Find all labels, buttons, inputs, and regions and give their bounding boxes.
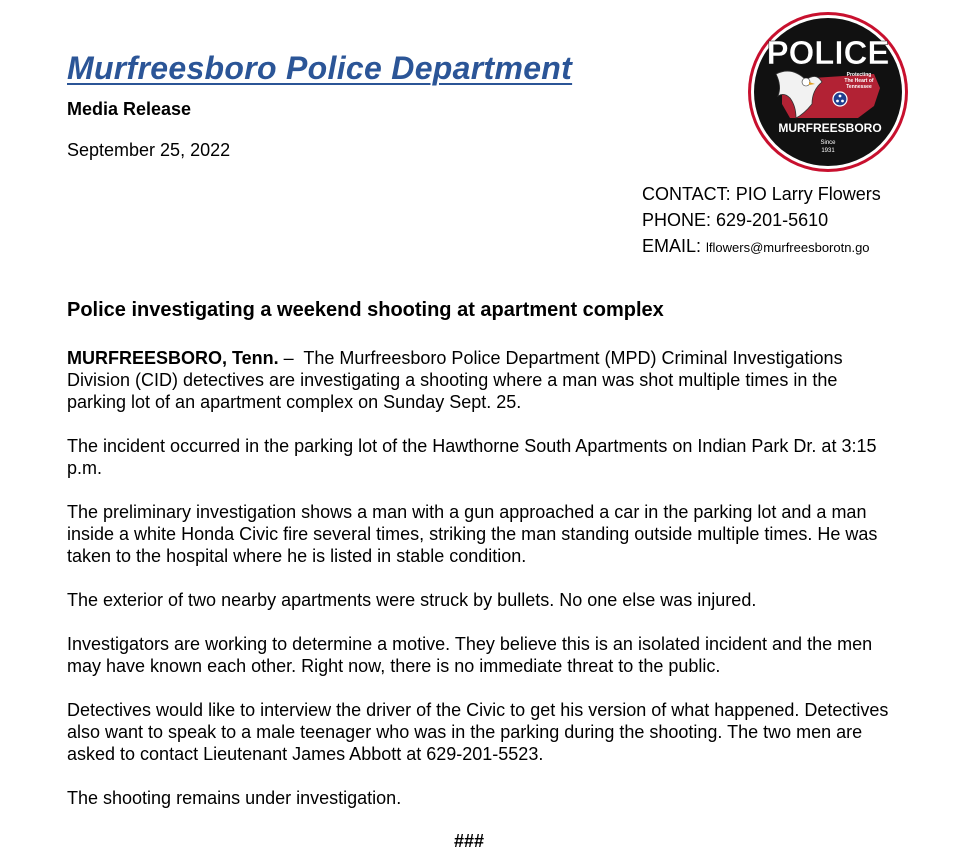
email-address[interactable]: lflowers@murfreesborotn.go bbox=[706, 240, 870, 255]
contact-label: CONTACT: bbox=[642, 184, 731, 204]
badge-tagline-1: Protecting bbox=[846, 72, 872, 78]
paragraph-4: The exterior of two nearby apartments were struck by bullets. No one else was injured. bbox=[67, 590, 757, 610]
email-label: EMAIL: bbox=[642, 236, 702, 256]
badge-police-text: POLICE bbox=[766, 34, 890, 71]
badge-since-year: 1931 bbox=[821, 148, 835, 154]
paragraph-7: The shooting remains under investigation. bbox=[67, 788, 402, 808]
media-release-label: Media Release bbox=[67, 99, 192, 119]
department-title: Murfreesboro Police Department bbox=[67, 50, 573, 86]
email-row bbox=[642, 233, 881, 261]
contact-block bbox=[642, 181, 881, 261]
contact-name: PIO Larry Flowers bbox=[735, 184, 881, 204]
badge-tagline-2: The Heart of bbox=[844, 78, 874, 84]
end-of-release-mark: ### bbox=[453, 831, 485, 851]
paragraph-3: The preliminary investigation shows a man with a gun approached a car in the parking lot and a man inside a white Honda Civic fire several times, striking the man standing outside multiple times. He was taken to the hospital where he is listed in stable condition. bbox=[67, 502, 878, 566]
paragraph-6: Detectives would like to interview the driver of the Civic to get his version of what happened. Detectives also want to speak to a male teenager who was in the parking during the shooting. The two men are asked to contact Lieutenant James Abbott at 629-201-5523. bbox=[67, 700, 889, 764]
release-date: September 25, 2022 bbox=[67, 140, 231, 160]
paragraph-1-text: The Murfreesboro Police Department (MPD) Criminal Investigations Division (CID) detectives are investigating a shooting where a man was shot multiple times in the parking lot of an apartment complex on Sunday Sept. 25. bbox=[67, 348, 843, 412]
badge-tagline-3: Tennessee bbox=[846, 84, 872, 90]
contact-row bbox=[642, 181, 881, 207]
paragraph-2: The incident occurred in the parking lot of the Hawthorne South Apartments on Indian Park Dr. at 3:15 p.m. bbox=[67, 436, 877, 478]
phone-row bbox=[642, 207, 881, 233]
dateline: MURFREESBORO, Tenn. bbox=[67, 348, 279, 368]
paragraph-5: Investigators are working to determine a motive. They believe this is an isolated incident and the men may have known each other. Right now, there is no immediate threat to the public. bbox=[67, 634, 873, 676]
phone-number: 629-201-5610 bbox=[716, 210, 829, 230]
police-badge-logo bbox=[746, 10, 910, 174]
phone-label: PHONE: bbox=[642, 210, 712, 230]
article-body bbox=[67, 347, 897, 831]
paragraph-1 bbox=[67, 347, 897, 413]
badge-city-text: MURFREESBORO bbox=[778, 121, 882, 135]
badge-since-label: Since bbox=[820, 140, 836, 146]
article-headline: Police investigating a weekend shooting at apartment complex bbox=[67, 299, 664, 321]
tennessee-tristar-icon bbox=[833, 92, 847, 106]
dateline-separator: – bbox=[278, 348, 304, 368]
